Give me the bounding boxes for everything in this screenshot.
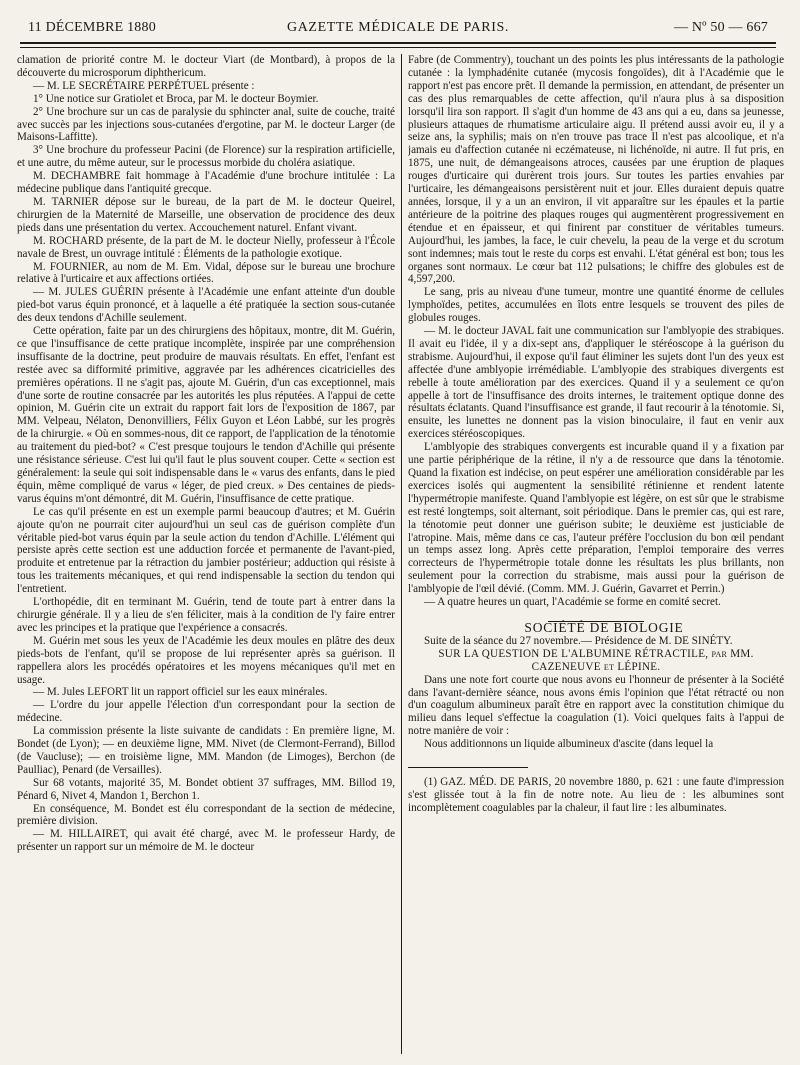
paragraph: Nous additionnons un liquide albumineux d'ascite (dans lequel la bbox=[424, 738, 714, 751]
footnote-rule bbox=[408, 767, 528, 768]
paragraph: M. ROCHARD présente, de la part de M. le docteur Nielly, professeur à l'École navale de Brest, un ouvrage intitulé : Éléments de la pathologie exotique. bbox=[17, 234, 395, 260]
paragraph: M. Guérin met sous les yeux de l'Académie les deux moules en plâtre des deux pieds-bots de l'enfant, qu'il se propose de lui représenter après sa guérison. Il rappellera alors les procédés opératoires et les moyens mécaniques qu'il met en usage. bbox=[17, 634, 395, 686]
paragraph: La commission présente la liste suivante de candidats : En première ligne, M. Bondet (de Lyon); — en deuxième ligne, MM. Nivet (de Clermont-Ferrand), Billod (de Vaucluse); — en troisième ligne, MM. Mandon (de Limoges), Berchon (de Paulliac), Penard (de Versailles). bbox=[17, 725, 395, 776]
paragraph: Cette opération, faite par un des chirurgiens des hôpitaux, montre, dit M. Guérin, ce que l'insuffisance de cette pratique incomplète, inspirée par une compréhension insuffisante de la doctrine, peut produire de mauvais résultats. En effet, l'enfant est restée avec sa difformité primitive, aggravée par les adhérences cicatricielles des premières opérations. Il ne s'agit pas, ajoute M. Guérin, d'un cas exceptionnel, mais d'une sorte de routine consacrée par les autorités les plus réputées. A l'appui de cette opinion, M. Guérin cite un extrait du rapport fait lors de l'exposition de 1867, par MM. Velpeau, Nélaton, Denonvilliers, Félix Guyon et Léon Labbé, sur les progrès de la chirurgie. « Où en sommes-nous, dit ce rapport, de l'application de la ténotomie au traitement du pied-bot? « C'est presque toujours le tendon d'Achille qui présente une résistance sérieuse. C'est lui qu'il faut le plus souvent couper. Cette « section est généralement: la seule qui soit indispensable dans le « varus des enfants, dans le pied équin, même compliqué de varus « léger, de pied creux. » Des centaines de pieds-varus équins m'ont démontré, dit M. Guérin, l'insuffisance de cette pratique. bbox=[17, 325, 395, 505]
paragraph: M. TARNIER dépose sur le bureau, de la part de M. le docteur Queirel, chirurgien de la Maternité de Marseille, une observation de procidence des deux pieds dans une présentation du vertex. Accouchement naturel. Enfant vivant. bbox=[17, 195, 395, 234]
paragraph: — M. LE SECRÉTAIRE PERPÉTUEL présente : bbox=[33, 79, 255, 92]
paragraph: L'orthopédie, dit en terminant M. Guérin, tend de toute part à entrer dans la chirurgie générale. Il y a lieu de s'en féliciter, mais à la condition de l'y faire entrer avec les principes et la pratique que l'expérience a consacrés. bbox=[17, 596, 395, 634]
paragraph: 2° Une brochure sur un cas de paralysie du sphincter anal, suite de couche, traité avec succès par les injections sous-cutanées d'ergotine, par M. le docteur Larger (de Maisons-Laffitte). bbox=[17, 105, 395, 144]
paragraph: — L'ordre du jour appelle l'élection d'un correspondant pour la section de médecine. bbox=[17, 699, 395, 725]
paragraph: M. FOURNIER, au nom de M. Em. Vidal, dépose sur le bureau une brochure relative à l'urticaire et aux affections ortiées. bbox=[17, 260, 395, 286]
left-column bbox=[17, 54, 395, 1054]
paragraph: En conséquence, M. Bondet est élu correspondant de la section de médecine, première division. bbox=[17, 802, 395, 828]
footnote: (1) GAZ. MÉD. DE PARIS, 20 novembre 1880, p. 621 : une faute d'impression s'est glissée tout à la fin de notre note. Au lieu de : les albumines sont incomplètement coagulables par la chaleur, il faut lire : les albuminates. bbox=[408, 776, 784, 814]
article-subtitle: SUR LA QUESTION DE L'ALBUMINE RÉTRACTILE, par MM. CAZENEUVE et LÉPINE. bbox=[438, 647, 754, 673]
header-rule-thick bbox=[20, 42, 776, 44]
right-column bbox=[408, 54, 784, 1054]
paragraph: Dans une note fort courte que nous avons eu l'honneur de présenter à la Société dans l'avant-dernière séance, nous avons émis l'opinion que l'état rétracté ou non d'un coagulum albumineux paraît être en rapport avec la constitution chimique du milieu dans lequel s'effectue la coagulation (1). Voici quelques faits à l'appui de notre manière de voir : bbox=[408, 673, 784, 738]
header-rule-thin bbox=[20, 47, 776, 48]
paragraph: clamation de priorité contre M. le docteur Viart (de Montbard), à propos de la découverte du microsporum diphthericum. bbox=[17, 54, 395, 79]
paragraph: Sur 68 votants, majorité 35, M. Bondet obtient 37 suffrages, MM. Billod 19, Pénard 6, Nivet 4, Mandon 1, Berchon 1. bbox=[17, 776, 395, 802]
header-page-number: — Nº 50 — 667 bbox=[673, 20, 768, 35]
header-title: GAZETTE MÉDICALE DE PARIS. bbox=[287, 20, 509, 35]
paragraph: 3° Une brochure du professeur Pacini (de Florence) sur la respiration artificielle, et une autre, du même auteur, sur le processus morbide du choléra asiatique. bbox=[17, 144, 395, 170]
paragraph: Fabre (de Commentry), touchant un des points les plus intéressants de la pathologie cutanée : la lymphadénite cutanée (mycosis fongoïdes), dit à l'Académie que le rapport n'est pas encore prêt. Il demande la permission, en attendant, de présenter un cas des plus remarquables de cette affection, qu'il n'aura plus à sa disposition lorsqu'il lira son rapport. Il s'agit d'un homme de 43 ans qui a eu, dans sa jeunesse, plusieurs attaques de rhumatisme articulaire aigu. Il prétend aussi avoir eu, il y a seize ans, la syphilis; mais on n'en trouve pas trace Il n'est pas alcoolique, et n'a jamais eu d'affection cutanée ni eczémateuse, ni lichénoïde, ni autre. Il fut pris, en 1875, une nuit, de démangeaisons atroces, causées par une éruption de plaques rouges d'urticaire qui durèrent trois jours. Sur toutes les parties envahies par l'urticaire, les démangeaisons persistèrent nuit et jour. Elles duraient depuis quatre années, lorsque, il y a un an environ, il vit apparaître sur les épaules et la partie antérieure de la poitrine des plaques rouges qui augmentèrent progressivement en étendue et en épaisseur, et qui finirent par constituer de véritables tumeurs. Aujourd'hui, les jambes, la face, le cuir chevelu, la peau de la verge et du scrotum sont indemnes; mais tout le reste du corps est envahi. L'état général est bon; tous les organes sont normaux. Le cœur bat 112 pulsations; le chiffre des globules est de 4,597,200. bbox=[408, 54, 784, 286]
paragraph: 1° Une notice sur Gratiolet et Broca, par M. le docteur Boymier. bbox=[33, 92, 319, 105]
paragraph: — M. Jules LEFORT lit un rapport officiel sur les eaux minérales. bbox=[33, 686, 328, 699]
column-divider bbox=[401, 54, 402, 1054]
paragraph: — M. HILLAIRET, qui avait été chargé, avec M. le professeur Hardy, de présenter un rapport sur un mémoire de M. le docteur bbox=[17, 828, 395, 854]
paragraph: — A quatre heures un quart, l'Académie se forme en comité secret. bbox=[424, 596, 721, 609]
session-line: Suite de la séance du 27 novembre.— Présidence de M. DE SINÉTY. bbox=[424, 634, 733, 647]
paragraph: — M. le docteur JAVAL fait une communication sur l'amblyopie des strabiques. Il avait eu l'idée, il y a dix-sept ans, d'appliquer le stéréoscope à la guérison du strabisme. Aujourd'hui, il expose qu'il faut éliminer les sujets dont l'un des yeux est affectée d'une amblyopie irrémédiable. L'amblyopie des strabiques divergents est rebelle à toute amélioration par des exercices. Quand il y a seulement ce qu'on appelle à tort de l'insuffisance des droits internes, le traitement optique donne des résultats éclatants. Quand l'insuffisance est grande, il faut recourir à la ténotomie. Si, ensuite, les lunettes ne donnent pas la vision binoculaire, il faut en venir aux exercices stéréoscopiques. bbox=[408, 325, 784, 441]
running-header bbox=[18, 19, 778, 37]
paragraph: — M. JULES GUÉRIN présente à l'Académie une enfant atteinte d'un double pied-bot varus équin prononcé, et à laquelle a été pratiquée la section sous-cutanée des deux tendons d'Achille seulement. bbox=[17, 286, 395, 325]
paragraph: Le sang, pris au niveau d'une tumeur, montre une quantité énorme de cellules lymphoïdes, petites, accumulées en îlots entre lesquels se trouvent des piles de globules rouges. bbox=[408, 286, 784, 325]
header-date: 11 DÉCEMBRE 1880 bbox=[28, 20, 156, 35]
section-title: SOCIÉTÉ DE BIOLOGIE bbox=[524, 619, 684, 635]
paragraph: M. DECHAMBRE fait hommage à l'Académie d'une brochure intitulée : La médecine publique dans l'antiquité grecque. bbox=[17, 170, 395, 196]
paragraph: Le cas qu'il présente en est un exemple parmi beaucoup d'autres; et M. Guérin ajoute qu'on ne pourrait citer aujourd'hui un seul cas de guérison complète d'un véritable pied-bot varus équin par la seule action du tendon d'Achille. L'élément qui persiste après cette section est une adduction forcée et permanente de l'avant-pied, produite et entretenue par la rétraction du jambier postérieur; adduction qui résiste à tous les traitements mécaniques, et qui rend indispensable la section du tendon qui l'entretient. bbox=[17, 505, 395, 596]
paragraph: L'amblyopie des strabiques convergents est incurable quand il y a fixation par une partie périphérique de la rétine, il n'y a de ressource que dans la ténotomie. Quand la fixation est indécise, on peut espérer une amélioration considérable par les exercices isolés qui augmentent la sensibilité rétinienne et rendent latente l'hypermétropie manifeste. Quand l'amblyopie est légère, on est sûr que le strabisme est resté longtemps, soit alternant, soit périodique. Dans le premier cas, qui est rare, la ténotomie peut donner une guérison subite; le deuxième est justiciable de l'atropine. Mais, même dans ce cas, l'auteur préfère l'occlusion du bon œil pendant un temps assez long. Après cette préparation, l'emploi temporaire des verres correcteurs de l'hypermétropie totale donne les résultats les plus brillants, non seulement pour la correction du strabisme, mais aussi pour la guérison de l'amblyopie de l'œil dévié. (Comm. MM. J. Guérin, Gavarret et Perrin.) bbox=[408, 441, 784, 596]
